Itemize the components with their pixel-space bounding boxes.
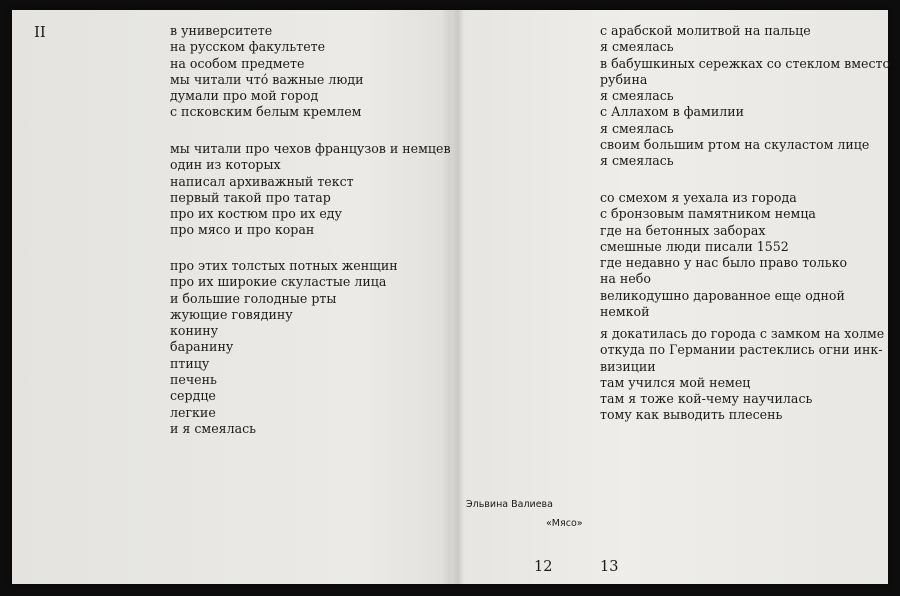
poem-line: баранину [170, 339, 234, 355]
poem-line: на русском факультете [170, 39, 326, 55]
page-number-left: 12 [534, 559, 553, 575]
page-number-right: 13 [600, 559, 619, 575]
poem-line: смешные люди писали 1552 [600, 238, 789, 254]
poem-line: где на бетонных заборах [600, 222, 766, 238]
poem-line: и большие голодные рты [170, 290, 337, 306]
poem-line: про их широкие скуластые лица [170, 274, 387, 290]
poem-line: немкой [600, 304, 650, 320]
poem-line: я смеялась [600, 120, 674, 136]
book-spread [12, 10, 891, 584]
poem-line: про этих толстых потных женщин [170, 258, 398, 273]
poem-line: в университете [170, 23, 273, 38]
poem-line: там учился мой немец [600, 374, 751, 390]
poem-line: про мясо и про коран [170, 222, 315, 238]
poem-line: я смеялась [600, 153, 674, 169]
poem-stanza-2 [170, 141, 451, 239]
poem-line: один из которых [170, 157, 281, 173]
poem-line: рубина [600, 71, 648, 87]
poem-line: с бронзовым памятником немца [600, 206, 816, 222]
poem-line: я смеялась [600, 88, 674, 104]
poem-line: где недавно у нас было право только [600, 255, 848, 271]
right-page [458, 10, 891, 584]
poem-line: легкие [170, 404, 216, 420]
poem-line: я докатилась до города с замком на холме [600, 326, 885, 341]
poem-stanza-5 [600, 190, 847, 320]
poem-line: я смеялась [600, 39, 674, 55]
poem-line: первый такой про татар [170, 189, 331, 205]
poem-line: на особом предмете [170, 55, 305, 71]
poem-line: конину [170, 323, 219, 339]
poem-line: откуда по Германии растеклись огни инк- [600, 342, 883, 358]
work-title: «Мясо» [546, 518, 583, 529]
poem-line: со смехом я уехала из города [600, 190, 797, 205]
poem-line: сердце [170, 388, 216, 404]
poem-line: думали про мой город [170, 88, 319, 104]
poem-line: с Аллахом в фамилии [600, 104, 745, 120]
poem-line: великодушно дарованное еще одной [600, 287, 845, 303]
poem-stanza-6 [600, 326, 884, 424]
poem-line: и я смеялась [170, 420, 257, 436]
poem-line: на небо [600, 271, 651, 287]
poem-line: птицу [170, 355, 210, 371]
poem-line: жующие говядину [170, 306, 293, 322]
poem-stanza-1 [170, 23, 363, 121]
poem-stanza-3 [170, 258, 398, 437]
poem-line: там я тоже кой-чему научилась [600, 391, 813, 407]
poem-line: мы читали что́ важные люди [170, 71, 364, 87]
poem-line: тому как выводить плесень [600, 407, 783, 423]
chapter-number: II [34, 23, 46, 41]
poem-line: с арабской молитвой на пальце [600, 23, 811, 38]
author-name: Эльвина Валиева [466, 499, 553, 510]
poem-line: мы читали про чехов французов и немцев [170, 141, 451, 156]
poem-line: написал архиважный текст [170, 173, 354, 189]
poem-stanza-4 [600, 23, 890, 170]
poem-line: своим большим ртом на скуластом лице [600, 137, 870, 153]
poem-line: визиции [600, 358, 656, 374]
poem-line: про их костюм про их еду [170, 206, 342, 222]
poem-line: в бабушкиных сережках со стеклом вместо [600, 55, 891, 71]
poem-line: с псковским белым кремлем [170, 104, 362, 120]
poem-line: печень [170, 372, 217, 388]
